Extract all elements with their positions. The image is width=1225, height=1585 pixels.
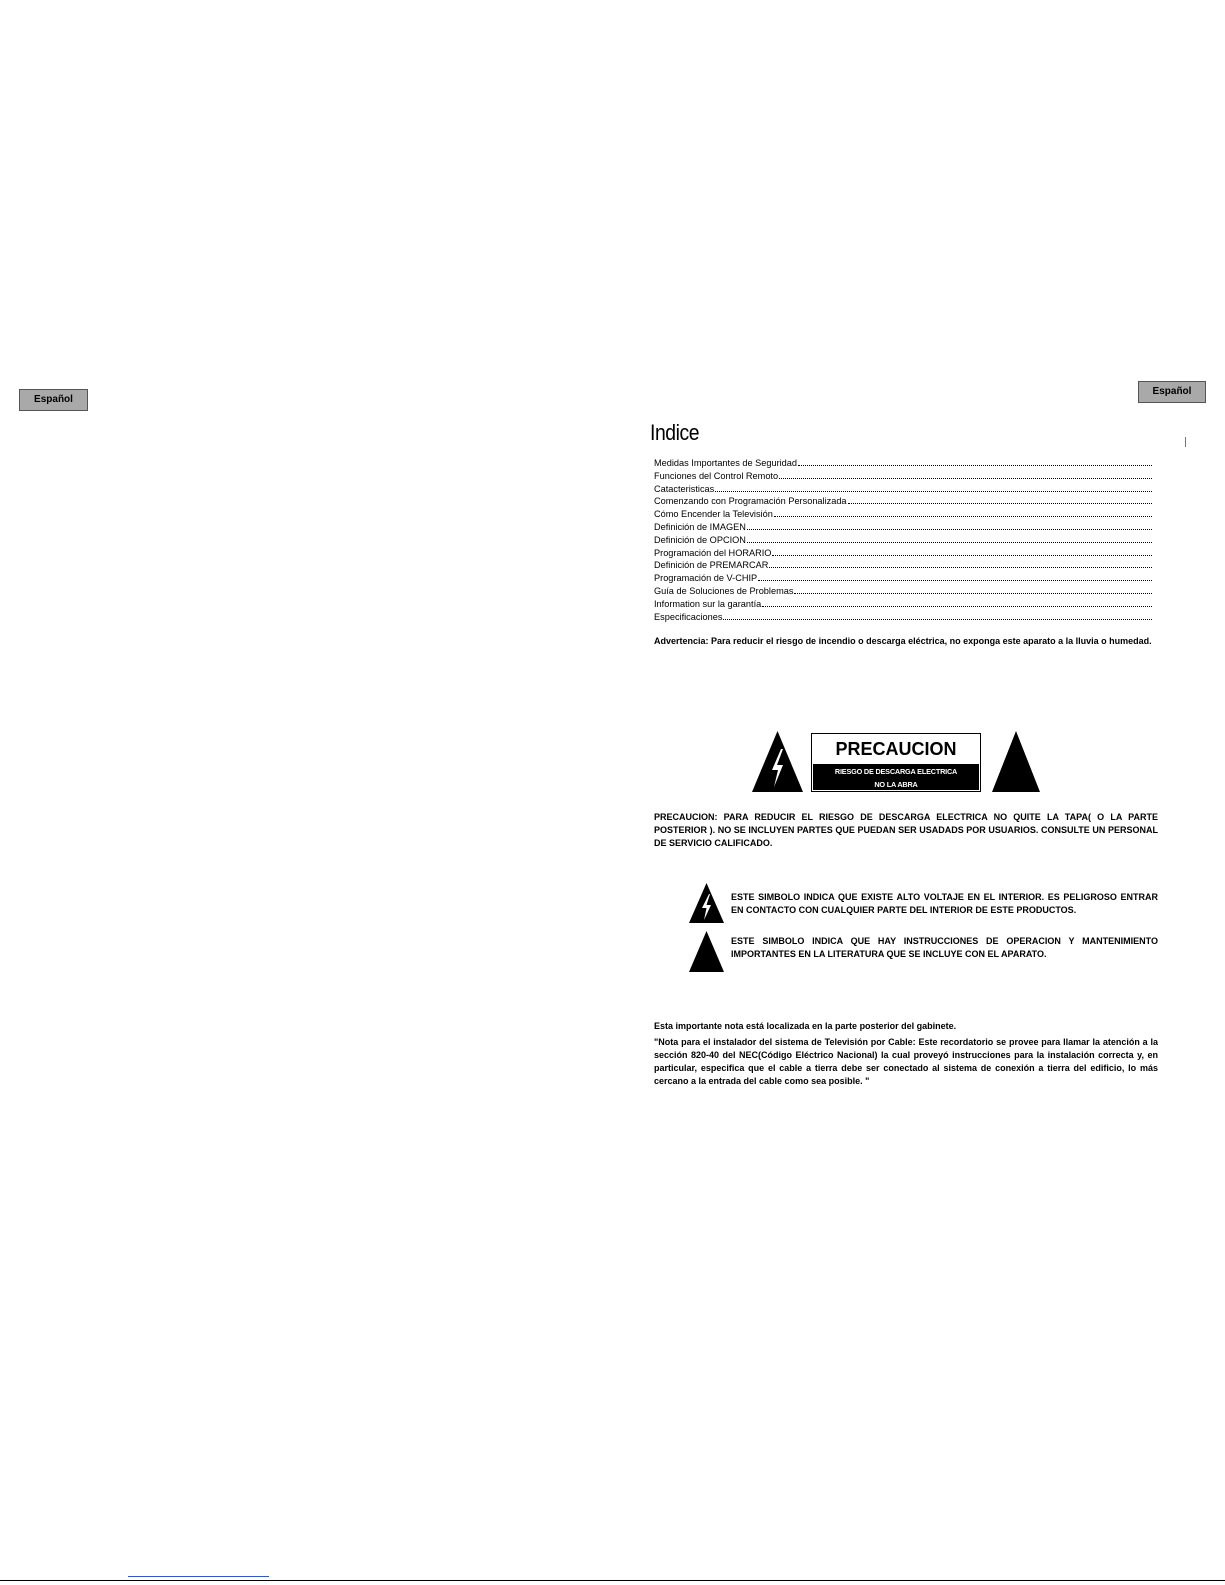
toc-item: [654, 533, 1152, 546]
exclamation-symbol-icon: [689, 931, 724, 972]
toc-item: [654, 456, 1152, 469]
toc-item-label: Cómo Encender la Televisión: [654, 509, 773, 520]
toc-item: [654, 571, 1152, 584]
toc-item-label: Information sur la garantía: [654, 598, 762, 609]
high-voltage-symbol-explanation: ESTE SIMBOLO INDICA QUE EXISTE ALTO VOLTAJE EN EL INTERIOR. ES PELIGROSO ENTRAR EN CONTACTO CON CUALQUIER PARTE DEL INTERIOR DE ESTE PRODUCTOS.: [731, 892, 1158, 915]
lightning-symbol-icon: [689, 883, 724, 923]
toc-item: [654, 610, 1152, 623]
caution-label-title: PRECAUCION: [835, 739, 957, 759]
toc-leader: [747, 533, 1152, 543]
toc-item-label: Programación de V-CHIP: [654, 573, 758, 584]
language-tab-left: Español: [19, 389, 88, 411]
toc-leader: [723, 610, 1152, 620]
toc-leader: [848, 494, 1152, 504]
toc-leader: [762, 597, 1152, 607]
toc-leader: [798, 456, 1152, 466]
table-of-contents: [654, 456, 1152, 622]
toc-item: [654, 558, 1152, 571]
toc-leader: [794, 584, 1152, 594]
toc-item-label: Definición de OPCION: [654, 534, 746, 545]
caution-label-line1: RIESGO DE DESCARGA ELECTRICA: [834, 767, 958, 776]
toc-item-label: Especificaciones: [654, 611, 723, 622]
bottom-link-underline: [128, 1576, 269, 1577]
exclamation-warning-icon: [992, 731, 1040, 792]
fire-shock-warning: Advertencia: Para reducir el riesgo de incendio o descarga eléctrica, no exponga este aparato a la lluvia o humedad.: [654, 636, 1152, 646]
page-title: Indice: [650, 420, 700, 445]
toc-item: [654, 520, 1152, 533]
lightning-warning-icon: [752, 731, 803, 792]
toc-leader: [774, 507, 1152, 517]
toc-item-label: Catacteristicas: [654, 483, 715, 494]
toc-leader: [758, 571, 1152, 581]
caution-label: [811, 733, 981, 792]
caution-label-band: [813, 764, 979, 790]
toc-leader: [747, 520, 1152, 530]
toc-leader: [779, 469, 1152, 479]
margin-mark: [1185, 437, 1186, 447]
toc-item: [654, 482, 1152, 495]
toc-leader: [715, 482, 1152, 492]
toc-item: [654, 584, 1152, 597]
language-tab-right: Español: [1138, 381, 1206, 403]
toc-item-label: Funciones del Control Remoto: [654, 470, 779, 481]
toc-item: [654, 546, 1152, 559]
toc-item-label: Definición de PREMARCAR: [654, 560, 769, 571]
toc-leader: [772, 546, 1152, 556]
bottom-rule: [0, 1580, 1225, 1581]
toc-item: [654, 469, 1152, 482]
toc-item-label: Programación del HORARIO: [654, 547, 772, 558]
toc-leader: [769, 558, 1152, 568]
toc-item: [654, 507, 1152, 520]
note-heading: Esta importante nota está localizada en la parte posterior del gabinete.: [654, 1021, 957, 1031]
toc-item-label: Medidas Importantes de Seguridad: [654, 458, 798, 468]
caution-statement: PRECAUCION: PARA REDUCIR EL RIESGO DE DESCARGA ELECTRICA NO QUITE LA TAPA( O LA PARTE POSTERIOR ). NO SE INCLUYEN PARTES QUE PUEDAN SER USADADS POR USUARIOS. CONSULTE UN PERSONAL DE SERVICIO CALIFICADO.: [654, 812, 1158, 848]
toc-item: [654, 597, 1152, 610]
toc-item-label: Definición de IMAGEN: [654, 521, 746, 532]
toc-item-label: Guía de Soluciones de Problemas: [654, 585, 794, 596]
cable-installer-note: "Nota para el instalador del sistema de Televisión por Cable: Este recordatorio se provee para llamar la atención a la sección 820-40 del NEC(Código Eléctrico Nacional) la cual proveyó instrucciones para la instalación correcta y, en particular, especifica que el cable a tierra debe ser conectado al sistema de conexión a tierra del edificio, lo más cercano a la entrada del cable como sea posible. ": [654, 1037, 1158, 1086]
caution-label-line2: NO LA ABRA: [874, 779, 918, 789]
toc-item-label: Comenzando con Programación Personalizada: [654, 496, 847, 507]
toc-item: [654, 494, 1152, 507]
instructions-symbol-explanation: ESTE SIMBOLO INDICA QUE HAY INSTRUCCIONES DE OPERACION Y MANTENIMIENTO IMPORTANTES EN LA LITERATURA QUE SE INCLUYE CON EL APARATO.: [731, 936, 1158, 959]
